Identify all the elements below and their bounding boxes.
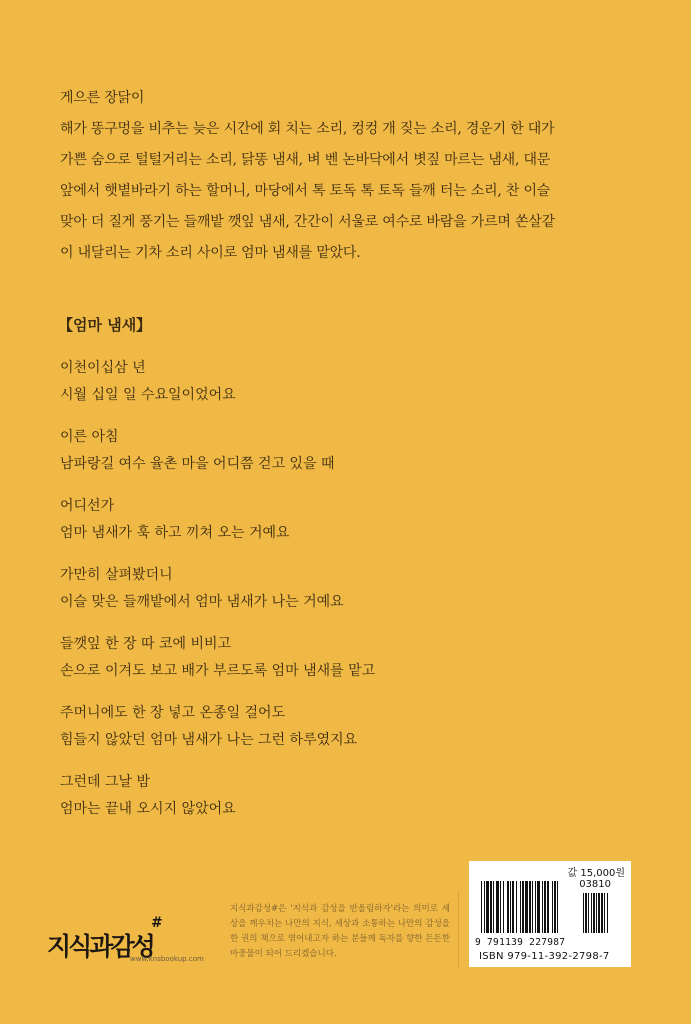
prose-line: 앞에서 햇볕바라기 하는 할머니, 마당에서 톡 토독 톡 토독 들깨 터는 소리, 찬 이슬 (60, 183, 551, 199)
poem-line: 남파랑길 여수 율촌 마을 어디쯤 걷고 있을 때 (60, 456, 335, 472)
barcode-bar (490, 881, 492, 933)
barcode-bar (481, 881, 482, 933)
poem-stanza (60, 700, 650, 754)
barcode-bar (537, 881, 540, 933)
barcode-bar (493, 881, 494, 933)
barcode-bar (484, 881, 485, 933)
publisher-url: www.knsbookup.com (130, 955, 204, 963)
poem-stanza (60, 631, 650, 685)
poem-line: 이천이십삼 년 (60, 360, 146, 376)
divider (458, 890, 459, 968)
poem-stanza (60, 355, 650, 409)
barcode-bar (552, 881, 553, 933)
barcode-bar (547, 881, 549, 933)
prose-line: 이 내달리는 기차 소리 사이로 엄마 냄새를 맡았다. (60, 245, 361, 261)
barcode-box (469, 861, 631, 967)
poem-line: 시월 십일 일 수요일이었어요 (60, 387, 236, 403)
poem-heading: 【엄마 냄새】 (58, 316, 152, 334)
isbn-number: ISBN 979-11-392-2798-7 (479, 951, 610, 962)
barcode-bar (512, 881, 514, 933)
barcode-addon-bar (607, 893, 608, 933)
poem-line: 이른 아침 (60, 429, 119, 445)
barcode-addon-bar (593, 893, 595, 933)
barcode-bar (522, 881, 524, 933)
poem-line: 이슬 맞은 들깨밭에서 엄마 냄새가 나는 거예요 (60, 594, 344, 610)
barcode-bar (557, 881, 558, 933)
barcode-bar (507, 881, 509, 933)
sharp-icon: # (151, 915, 163, 931)
barcode-bar (529, 881, 531, 933)
barcode-addon-bar (591, 893, 592, 933)
poem-line: 손으로 이겨도 보고 배가 부르도록 엄마 냄새를 맡고 (60, 663, 376, 679)
price-label: 값 15,000원 (567, 868, 625, 879)
logo-text: 지식과감성 (47, 932, 153, 961)
poem-stanza (60, 769, 650, 823)
barcode-addon-bar (588, 893, 589, 933)
barcode-bar (554, 881, 556, 933)
poem (60, 355, 650, 838)
prose-line: 가쁜 숨으로 털털거리는 소리, 닭똥 냄새, 벼 벤 논바닥에서 볏짚 마르는 냄새, 대문 (60, 152, 551, 168)
barcode-bar (503, 881, 504, 933)
ean-number: 9 791139 227987 (475, 937, 566, 948)
barcode-addon-bar (583, 893, 584, 933)
barcode-bar (516, 881, 517, 933)
addon-code: 03810 (579, 879, 611, 890)
poem-line: 힘들지 않았던 엄마 냄새가 나는 그런 하루였지요 (60, 732, 358, 748)
publisher-blurb: 지식과감성#은 '지식과 감성을 반올림하자'라는 의미로 세상을 깨우치는 나만의 지식, 세상과 소통하는 나만의 감성을 한 권의 책으로 엮어내고자 하는 분들께 독자를 향한 든든한 마중물이 되어 드리겠습니다. (230, 904, 450, 959)
poem-stanza (60, 562, 650, 616)
poem-line: 엄마 냄새가 훅 하고 끼쳐 오는 거예요 (60, 525, 290, 541)
publisher-logo (47, 915, 212, 975)
barcode-bar (532, 881, 533, 933)
poem-line: 가만히 살펴봤더니 (60, 567, 173, 583)
poem-line: 그런데 그날 밤 (60, 774, 151, 790)
barcode-bar (510, 881, 511, 933)
barcode-bar (525, 881, 528, 933)
barcode-addon-bar (604, 893, 605, 933)
prose-title: 게으른 장닭이 (60, 90, 145, 106)
barcode-bar (500, 881, 501, 933)
barcode-bar (520, 881, 521, 933)
barcode-addon-bar (598, 893, 600, 933)
poem-stanza (60, 493, 650, 547)
barcode-bar (542, 881, 543, 933)
barcode-addon-bar (585, 893, 587, 933)
barcode-addon-bar (596, 893, 597, 933)
prose-line: 맞아 더 질게 풍기는 들깨밭 깻잎 냄새, 간간이 서울로 여수로 바람을 가르며 쏜살같 (60, 214, 555, 230)
barcode-icon (475, 881, 625, 937)
barcode-addon-bar (601, 893, 603, 933)
prose-line: 해가 똥구멍을 비추는 늦은 시간에 회 치는 소리, 컹컹 개 짖는 소리, 경운기 한 대가 (60, 121, 555, 137)
poem-line: 어디선가 (60, 498, 115, 514)
barcode-bar (496, 881, 499, 933)
poem-line: 엄마는 끝내 오시지 않았어요 (60, 801, 236, 817)
poem-stanza (60, 424, 650, 478)
barcode-bar (544, 881, 546, 933)
barcode-bar (535, 881, 536, 933)
barcode-bar (486, 881, 489, 933)
prose-block (60, 83, 650, 269)
poem-line: 주머니에도 한 장 넣고 온종일 걸어도 (60, 705, 286, 721)
poem-line: 들깻잎 한 장 따 코에 비비고 (60, 636, 232, 652)
